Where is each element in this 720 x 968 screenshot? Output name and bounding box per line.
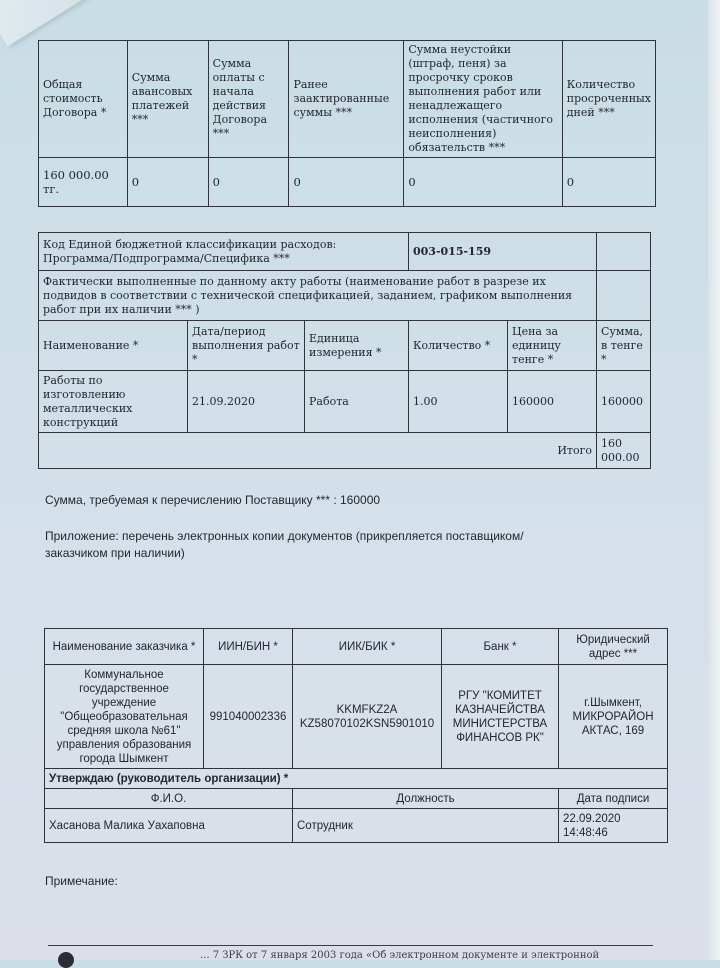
budget-code-value: 003-015-159 [409,233,597,271]
signer-name: Хасанова Малика Уахаповна [45,809,293,843]
header-quantity: Количество * [409,321,508,371]
header-penalty: Сумма неустойки (штраф, пеня) за просрочку сроков выполнения работ или ненадлежащего исполнения (частичного неисполнения) обязательств *** [404,41,562,158]
total-cost-value: 160 000.00 тг. [39,158,128,207]
advance-payments-value: 0 [127,158,208,207]
work-date: 21.09.2020 [188,371,305,433]
header-customer-name: Наименование заказчика * [45,629,204,665]
sign-date: 22.09.2020 14:48:46 [559,809,668,843]
penalty-value: 0 [404,158,562,207]
header-total-cost: Общая стоимость Договора * [39,41,128,158]
overdue-days-value: 0 [562,158,655,207]
footer-text: ... 7 ЗРК от 7 января 2003 года «Об электронном документе и электронной [200,950,600,961]
note-label: Примечание: [45,874,118,888]
table-row [39,371,651,433]
paid-since-start-value: 0 [208,158,289,207]
header-advance-payments: Сумма авансовых платежей *** [127,41,208,158]
works-empty-cell [597,271,651,321]
work-unit: Работа [305,371,409,433]
budget-empty-cell [597,233,651,271]
header-sign-date: Дата подписи [559,789,668,809]
header-overdue-days: Количество просроченных дней *** [562,41,655,158]
previous-acts-value: 0 [289,158,404,207]
header-legal-address: Юридический адрес *** [559,629,668,665]
header-sum: Сумма, в тенге * [597,321,651,371]
header-date: Дата/период выполнения работ * [188,321,305,371]
header-paid-since-start: Сумма оплаты с начала действия Договора *** [208,41,289,158]
work-quantity: 1.00 [409,371,508,433]
budget-code-label: Код Единой бюджетной классификации расходов: Программа/Подпрограмма/Специфика *** [39,233,409,271]
customer-iik-bik: KKMFKZ2A KZ58070102KSN5901010 [293,665,442,769]
header-name: Наименование * [39,321,188,371]
header-position: Должность [293,789,559,809]
customer-iin-bin: 991040002336 [204,665,293,769]
header-fio: Ф.И.О. [45,789,293,809]
total-value: 160 000.00 [597,433,651,469]
approve-label: Утверждаю (руководитель организации) * [45,769,668,789]
customer-name: Коммунальное государственное учреждение "Общеобразовательная средняя школа №61" управления образования города Шымкент [45,665,204,769]
contract-summary-table [38,40,656,207]
signer-position: Сотрудник [293,809,559,843]
attachment-line: Приложение: перечень электронных копии документов (прикрепляется поставщиком/заказчиком при наличии) [45,529,524,560]
total-label: Итого [39,433,597,469]
header-previous-acts: Ранее заактированные суммы *** [289,41,404,158]
footer-logo-icon [58,952,74,968]
customer-address: г.Шымкент, МИКРОРАЙОН АКТАС, 169 [559,665,668,769]
header-unit: Единица измерения * [305,321,409,371]
footer-divider [48,945,653,946]
table-row [45,665,668,769]
header-bank: Банк * [442,629,559,665]
customer-bank: РГУ "КОМИТЕТ КАЗНАЧЕЙСТВА МИНИСТЕРСТВА ФИНАНСОВ РК" [442,665,559,769]
work-name: Работы по изготовлению металлических конструкций [39,371,188,433]
header-iin-bin: ИИН/БИН * [204,629,293,665]
works-description-label: Фактически выполненные по данному акту работы (наименование работ в разрезе их подвидов в соответствии с технической спецификацией, заданием, графиком выполнения работ при их наличии *** ) [39,271,597,321]
work-unit-price: 160000 [508,371,597,433]
customer-table [44,628,668,843]
payment-amount-line: Сумма, требуемая к перечислению Поставщику *** : 160000 [45,493,381,507]
paper-edge [708,0,720,960]
header-unit-price: Цена за единицу тенге * [508,321,597,371]
work-sum: 160000 [597,371,651,433]
works-table [38,232,651,469]
header-iik-bik: ИИК/БИК * [293,629,442,665]
